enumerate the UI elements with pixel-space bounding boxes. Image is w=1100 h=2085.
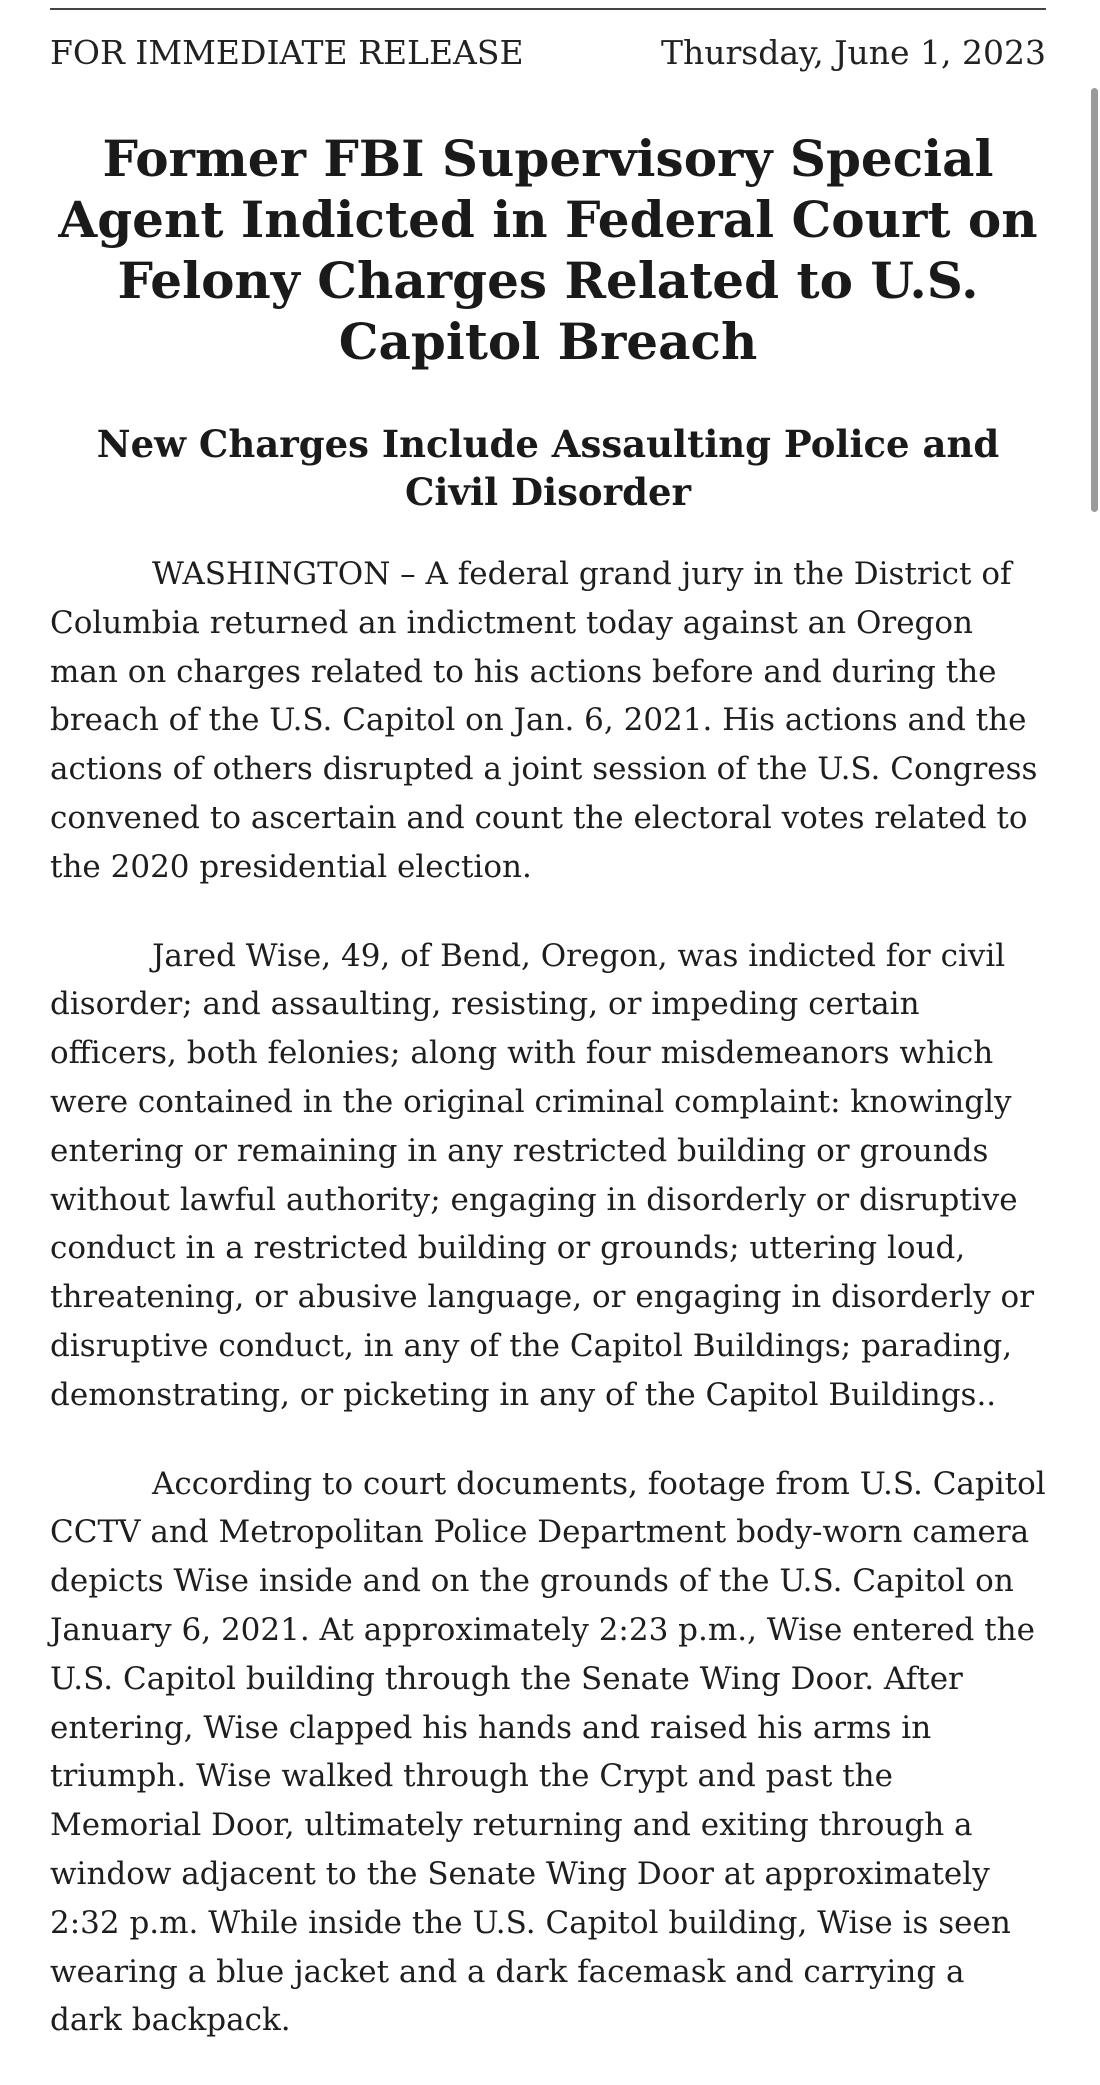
article-title: Former FBI Supervisory Special Agent Indicted in Federal Court on Felony Charges Related to U.S. Capitol Breach [58,129,1038,371]
article-body [50,550,1046,2085]
release-header [50,32,1046,74]
release-label: FOR IMMEDIATE RELEASE [50,33,524,72]
top-divider [50,8,1046,10]
paragraph-intro: WASHINGTON – A federal grand jury in the District of Columbia returned an indictment today against an Oregon man on charges related to his actions before and during the breach of the U.S. Capitol on Jan. 6, 2021. His actions and the actions of others disrupted a joint session of the U.S. Congress convened to ascertain and count the electoral votes related to the 2020 presidential election. [50,556,1038,885]
scrollbar-thumb[interactable] [1091,88,1098,512]
paragraph-charges: Jared Wise, 49, of Bend, Oregon, was indicted for civil disorder; and assaulting, resisting, or impeding certain officers, both felonies; along with four misdemeanors which were contained in the original criminal complaint: knowingly entering or remaining in any restricted building or grounds without lawful authority; engaging in disorderly or disruptive conduct in a restricted building or grounds; uttering loud, threatening, or abusive language, or engaging in disorderly or disruptive conduct, in any of the Capitol Buildings; parading, demonstrating, or picketing in any of the Capitol Buildings.. [50,937,1035,1413]
scrollbar[interactable] [1088,0,1100,2048]
release-date: Thursday, June 1, 2023 [661,33,1046,72]
paragraph-court-documents: According to court documents, footage from U.S. Capitol CCTV and Metropolitan Police Department body-worn camera depicts Wise inside and on the grounds of the U.S. Capitol on January 6, 2021. At approximately 2:23 p.m., Wise entered the U.S. Capitol building through the Senate Wing Door. After entering, Wise clapped his hands and raised his arms in triumph. Wise walked through the Crypt and past the Memorial Door, ultimately returning and exiting through a window adjacent to the Senate Wing Door at approximately 2:32 p.m. While inside the U.S. Capitol building, Wise is seen wearing a blue jacket and a dark facemask and carrying a dark backpack. [50,1465,1046,2039]
article-subtitle: New Charges Include Assaulting Police and Civil Disorder [96,422,1000,514]
